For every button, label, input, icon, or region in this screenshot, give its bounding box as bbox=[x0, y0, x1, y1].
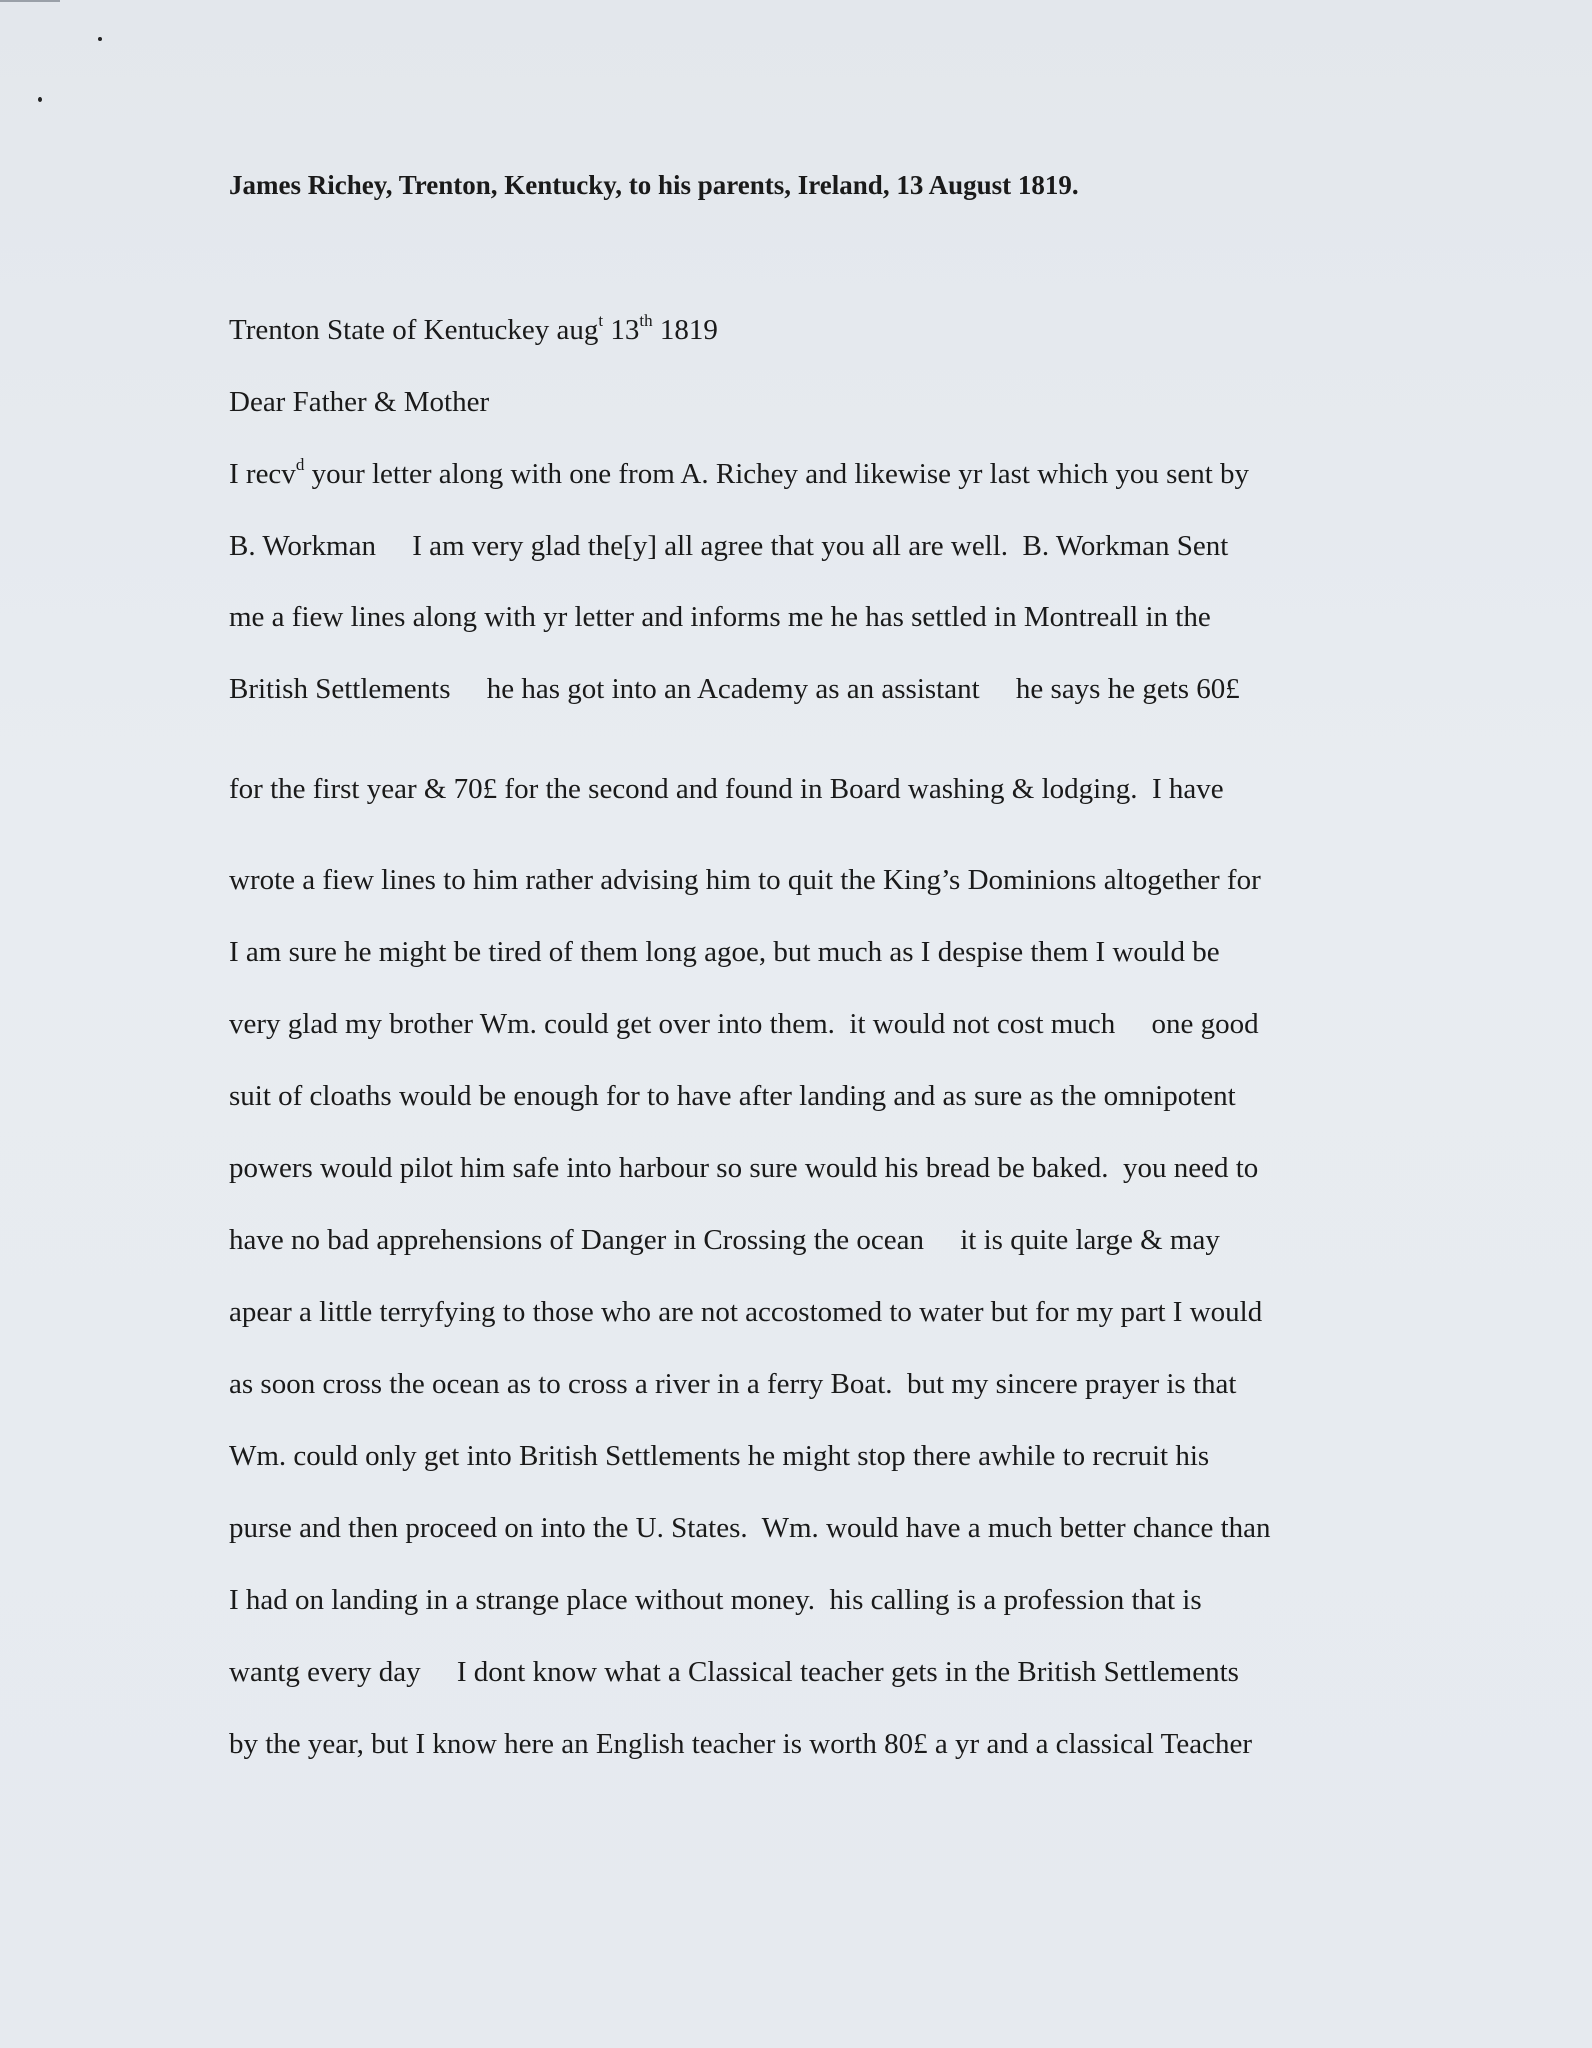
scan-speck bbox=[98, 37, 102, 41]
salutation: Dear Father & Mother bbox=[229, 386, 490, 418]
document-title: James Richey, Trenton, Kentucky, to his parents, Ireland, 13 August 1819. bbox=[229, 170, 1079, 200]
letter-line: have no bad apprehensions of Danger in Crossing the ocean it is quite large & may bbox=[229, 1224, 1220, 1256]
letter-line: for the first year & 70£ for the second and found in Board washing & lodging. I have bbox=[229, 773, 1224, 805]
letter-line: me a fiew lines along with yr letter and informs me he has settled in Montreall in the bbox=[229, 601, 1211, 633]
letter-line: purse and then proceed on into the U. States. Wm. would have a much better chance than bbox=[229, 1512, 1271, 1544]
letter-line: suit of cloaths would be enough for to have after landing and as sure as the omnipotent bbox=[229, 1080, 1236, 1112]
dateline-month-superscript: t bbox=[598, 311, 604, 330]
letter-line-superscript: d bbox=[295, 455, 305, 474]
letter-line-rest: your letter along with one from A. Richey and likewise yr last which you sent by bbox=[304, 458, 1250, 490]
letter-line: wantg every day I dont know what a Classical teacher gets in the British Settlements bbox=[229, 1656, 1239, 1688]
letter-line: Wm. could only get into British Settlements he might stop there awhile to recruit his bbox=[229, 1440, 1210, 1472]
scan-corner-mark bbox=[0, 0, 60, 2]
letter-line: by the year, but I know here an English teacher is worth 80£ a yr and a classical Teacher bbox=[229, 1728, 1252, 1760]
letter-line: I am sure he might be tired of them long agoe, but much as I despise them I would be bbox=[229, 936, 1220, 968]
letter-line: British Settlements he has got into an Academy as an assistant he says he gets 60£ bbox=[229, 673, 1240, 705]
letter-line-start: I recv bbox=[229, 458, 296, 490]
dateline bbox=[229, 311, 718, 346]
letter-line bbox=[229, 455, 1250, 490]
letter-line: powers would pilot him safe into harbour so sure would his bread be baked. you need to bbox=[229, 1152, 1259, 1184]
letter-line: I had on landing in a strange place without money. his calling is a profession that is bbox=[229, 1584, 1202, 1616]
letter-line: apear a little terryfying to those who are not accostomed to water but for my part I would bbox=[229, 1296, 1263, 1328]
letter-line: very glad my brother Wm. could get over into them. it would not cost much one good bbox=[229, 1008, 1259, 1040]
dateline-day-superscript: th bbox=[639, 311, 653, 330]
dateline-year: 1819 bbox=[652, 314, 718, 346]
letter-line: wrote a fiew lines to him rather advising him to quit the King’s Dominions altogether for bbox=[229, 864, 1261, 896]
dateline-place: Trenton State of Kentuckey aug bbox=[229, 314, 599, 346]
letter-line: B. Workman I am very glad the[y] all agree that you all are well. B. Workman Sent bbox=[229, 530, 1229, 562]
letter-line: as soon cross the ocean as to cross a river in a ferry Boat. but my sincere prayer is that bbox=[229, 1368, 1237, 1400]
dateline-day: 13 bbox=[603, 314, 640, 346]
scan-speck bbox=[38, 97, 42, 102]
